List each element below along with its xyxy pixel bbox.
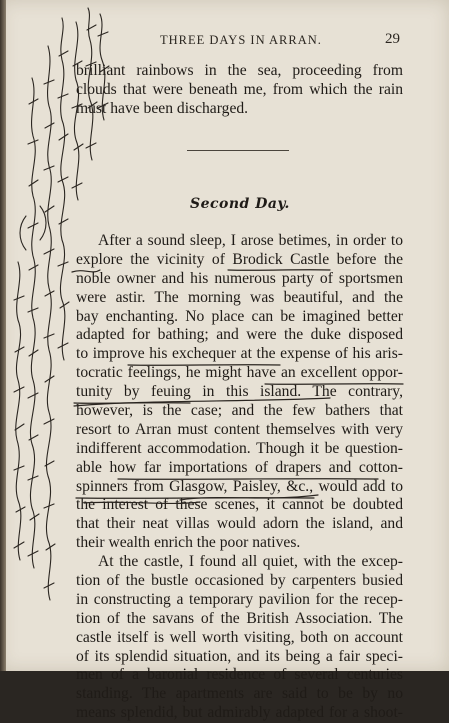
text-line: spinners from Glasgow, Paisley, &c., would add to bbox=[76, 477, 403, 495]
text-line: After a sound sleep, I arose betimes, in order to bbox=[98, 232, 403, 249]
text-line: tunity by feuing in this island. The contrary, bbox=[76, 383, 403, 401]
underline-mark bbox=[74, 398, 330, 406]
text-line: must have been discharged. bbox=[76, 99, 249, 117]
text-line: of its splendid situation, and its being a fair speci- bbox=[76, 647, 403, 665]
text-line: their wealth enrich the poor natives. bbox=[76, 534, 301, 552]
text-line: however, is the case; and the few bathers that bbox=[76, 402, 403, 420]
text-line: standing. The apartments are said to be by no bbox=[76, 685, 403, 703]
text-line: able how far importations of drapers and cotton- bbox=[76, 458, 403, 476]
text-line: bay enchanting. No place can be imagined better bbox=[76, 307, 403, 325]
section-heading: Second Day. bbox=[190, 196, 290, 212]
text-line: tocratic feelings, he might have an excellent oppor- bbox=[76, 364, 403, 382]
text-line: castle itself is well worth visiting, both on account bbox=[76, 628, 403, 646]
underline-mark bbox=[118, 479, 378, 480]
page-number: 29 bbox=[385, 31, 400, 47]
text-line: explore the vicinity of Brodick Castle before the bbox=[76, 250, 403, 268]
text-line: that their neat villas would adorn the island, and bbox=[76, 515, 403, 533]
underline-mark bbox=[128, 365, 280, 366]
text-line: to improve his exchequer at the expense of his aris- bbox=[76, 345, 403, 363]
running-title: THREE DAYS IN ARRAN. bbox=[160, 33, 322, 47]
text-line: adapted for bathing; and were the duke disposed bbox=[76, 326, 403, 344]
text-line: the interest of these scenes, it cannot be doubted bbox=[76, 496, 403, 514]
text-line: resort to Arran must content themselves with very bbox=[76, 420, 403, 438]
text-line: tion of the savans of the British Association. The bbox=[76, 609, 403, 627]
underline-mark bbox=[84, 502, 200, 503]
text-line: in constructing a temporary pavilion for the recep- bbox=[76, 590, 403, 608]
text-line: At the castle, I found all quiet, with the excep- bbox=[98, 553, 403, 571]
text-line: brilliant rainbows in the sea, proceeding from bbox=[76, 62, 403, 79]
text-line: indifferent accommodation. Though it be question- bbox=[76, 439, 403, 457]
text-line: were astir. The morning was beautiful, and the bbox=[76, 288, 403, 306]
text-line: tion of the bustle occasioned by carpenters busied bbox=[76, 572, 403, 590]
underline-mark bbox=[265, 384, 403, 385]
text-line: clouds that were beneath me, from which the rain bbox=[76, 80, 403, 98]
marginal-handwriting bbox=[14, 8, 109, 600]
text-line: means splendid, but admirably adapted for a shoot- bbox=[76, 704, 403, 722]
text-line: noble owner and his numerous party of sportsmen bbox=[76, 269, 403, 287]
underline-mark bbox=[228, 270, 330, 271]
underline-mark bbox=[72, 270, 100, 272]
text-line: men of a baronial residence of several centuries bbox=[76, 666, 403, 684]
